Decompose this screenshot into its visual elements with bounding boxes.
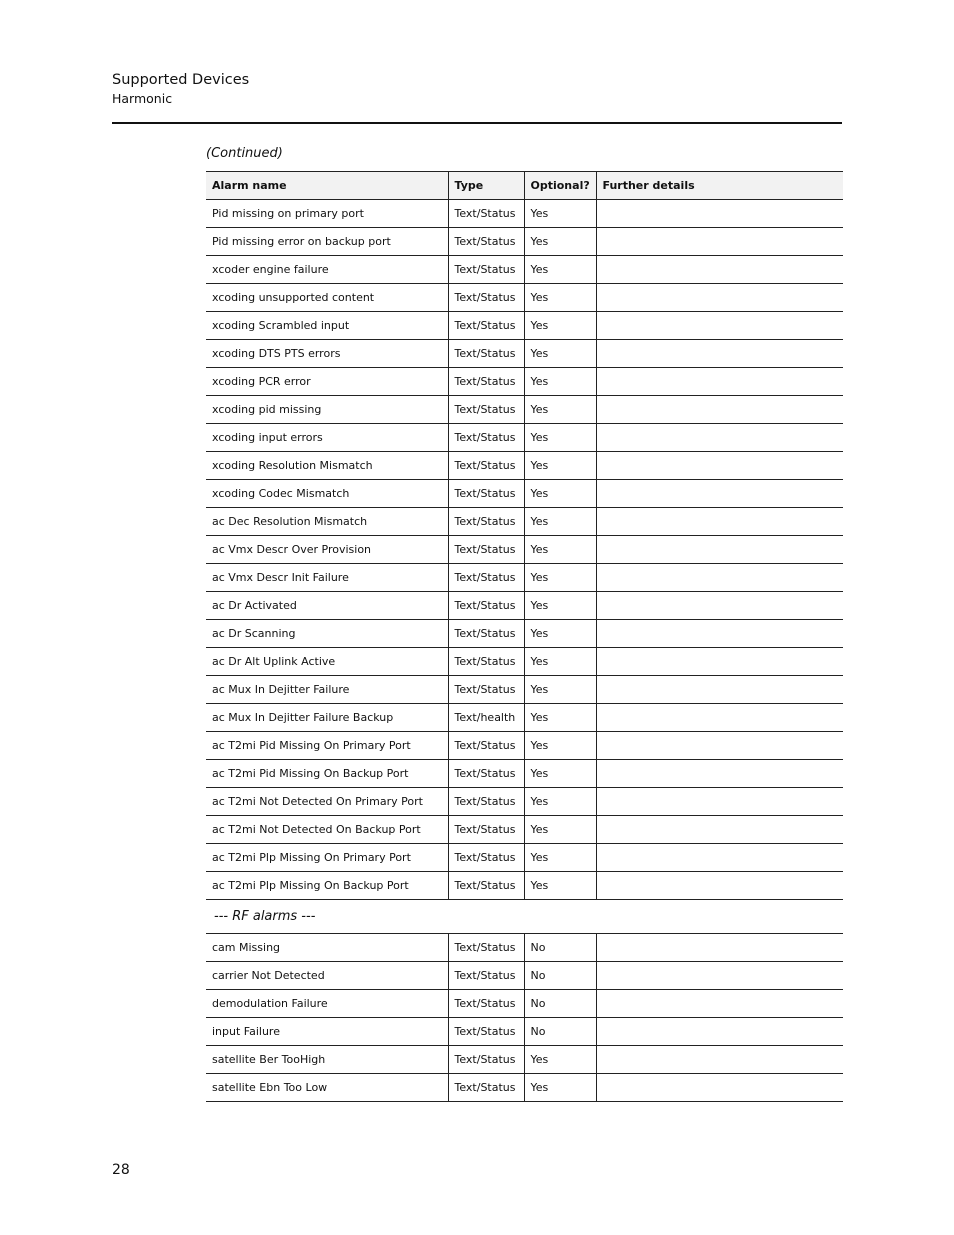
cell-further-details — [596, 312, 843, 340]
cell-type: Text/Status — [448, 592, 524, 620]
table-row — [206, 592, 843, 620]
cell-type: Text/Status — [448, 648, 524, 676]
cell-type: Text/Status — [448, 452, 524, 480]
cell-type: Text/Status — [448, 228, 524, 256]
cell-type: Text/Status — [448, 788, 524, 816]
cell-type: Text/Status — [448, 396, 524, 424]
table-row — [206, 990, 843, 1018]
table-row — [206, 340, 843, 368]
cell-optional: Yes — [524, 788, 596, 816]
table-row — [206, 788, 843, 816]
cell-alarm-name: ac T2mi Not Detected On Primary Port — [206, 788, 448, 816]
cell-alarm-name: xcoding unsupported content — [206, 284, 448, 312]
cell-further-details — [596, 760, 843, 788]
table-row — [206, 732, 843, 760]
cell-further-details — [596, 816, 843, 844]
table-row — [206, 312, 843, 340]
cell-further-details — [596, 620, 843, 648]
cell-optional: Yes — [524, 368, 596, 396]
cell-optional: Yes — [524, 704, 596, 732]
table-row — [206, 396, 843, 424]
section-row-rf-alarms — [206, 900, 843, 934]
cell-type: Text/Status — [448, 424, 524, 452]
cell-alarm-name: ac T2mi Pid Missing On Primary Port — [206, 732, 448, 760]
cell-type: Text/Status — [448, 564, 524, 592]
table-row — [206, 962, 843, 990]
cell-alarm-name: ac T2mi Plp Missing On Primary Port — [206, 844, 448, 872]
cell-alarm-name: ac T2mi Plp Missing On Backup Port — [206, 872, 448, 900]
cell-alarm-name: ac T2mi Not Detected On Backup Port — [206, 816, 448, 844]
cell-type: Text/Status — [448, 1046, 524, 1074]
cell-alarm-name: xcoding DTS PTS errors — [206, 340, 448, 368]
cell-further-details — [596, 704, 843, 732]
page-header — [112, 70, 249, 108]
cell-type: Text/Status — [448, 676, 524, 704]
table-row — [206, 424, 843, 452]
cell-further-details — [596, 256, 843, 284]
cell-optional: Yes — [524, 676, 596, 704]
cell-type: Text/Status — [448, 284, 524, 312]
table-row — [206, 934, 843, 962]
table-row — [206, 452, 843, 480]
cell-optional: Yes — [524, 620, 596, 648]
page-number: 28 — [112, 1162, 130, 1178]
cell-alarm-name: xcoding Scrambled input — [206, 312, 448, 340]
cell-alarm-name: ac Dr Activated — [206, 592, 448, 620]
cell-type: Text/Status — [448, 368, 524, 396]
cell-optional: No — [524, 990, 596, 1018]
cell-alarm-name: satellite Ber TooHigh — [206, 1046, 448, 1074]
cell-further-details — [596, 368, 843, 396]
cell-further-details — [596, 508, 843, 536]
section-label: --- RF alarms --- — [206, 900, 843, 934]
cell-alarm-name: xcoder engine failure — [206, 256, 448, 284]
cell-type: Text/Status — [448, 990, 524, 1018]
cell-type: Text/Status — [448, 508, 524, 536]
cell-further-details — [596, 200, 843, 228]
cell-alarm-name: satellite Ebn Too Low — [206, 1074, 448, 1102]
cell-further-details — [596, 1074, 843, 1102]
cell-further-details — [596, 962, 843, 990]
cell-type: Text/Status — [448, 934, 524, 962]
cell-alarm-name: ac Mux In Dejitter Failure Backup — [206, 704, 448, 732]
cell-alarm-name: xcoding Codec Mismatch — [206, 480, 448, 508]
cell-further-details — [596, 732, 843, 760]
cell-type: Text/Status — [448, 962, 524, 990]
cell-optional: Yes — [524, 1046, 596, 1074]
cell-alarm-name: ac Dr Scanning — [206, 620, 448, 648]
cell-optional: Yes — [524, 480, 596, 508]
cell-optional: Yes — [524, 284, 596, 312]
cell-optional: Yes — [524, 452, 596, 480]
cell-alarm-name: cam Missing — [206, 934, 448, 962]
cell-optional: Yes — [524, 844, 596, 872]
cell-further-details — [596, 564, 843, 592]
cell-type: Text/Status — [448, 872, 524, 900]
cell-type: Text/Status — [448, 760, 524, 788]
cell-optional: No — [524, 934, 596, 962]
cell-optional: No — [524, 962, 596, 990]
cell-type: Text/Status — [448, 312, 524, 340]
table-row — [206, 200, 843, 228]
table-row — [206, 536, 843, 564]
cell-type: Text/Status — [448, 1018, 524, 1046]
cell-optional: Yes — [524, 508, 596, 536]
cell-further-details — [596, 676, 843, 704]
header-rule — [112, 122, 842, 124]
cell-optional: Yes — [524, 1074, 596, 1102]
table-header-row — [206, 172, 843, 200]
cell-type: Text/Status — [448, 1074, 524, 1102]
cell-further-details — [596, 648, 843, 676]
cell-further-details — [596, 990, 843, 1018]
cell-alarm-name: ac T2mi Pid Missing On Backup Port — [206, 760, 448, 788]
cell-type: Text/Status — [448, 536, 524, 564]
cell-optional: Yes — [524, 424, 596, 452]
cell-optional: Yes — [524, 396, 596, 424]
cell-further-details — [596, 872, 843, 900]
cell-optional: Yes — [524, 228, 596, 256]
cell-alarm-name: ac Vmx Descr Over Provision — [206, 536, 448, 564]
cell-alarm-name: ac Dr Alt Uplink Active — [206, 648, 448, 676]
cell-further-details — [596, 452, 843, 480]
cell-further-details — [596, 592, 843, 620]
cell-type: Text/Status — [448, 340, 524, 368]
cell-alarm-name: ac Dec Resolution Mismatch — [206, 508, 448, 536]
cell-further-details — [596, 284, 843, 312]
cell-further-details — [596, 480, 843, 508]
cell-alarm-name: xcoding pid missing — [206, 396, 448, 424]
cell-optional: Yes — [524, 732, 596, 760]
table-row — [206, 844, 843, 872]
cell-further-details — [596, 1046, 843, 1074]
cell-further-details — [596, 788, 843, 816]
cell-alarm-name: input Failure — [206, 1018, 448, 1046]
cell-alarm-name: ac Vmx Descr Init Failure — [206, 564, 448, 592]
table-row — [206, 508, 843, 536]
column-header-optional: Optional? — [524, 172, 596, 200]
cell-type: Text/Status — [448, 844, 524, 872]
column-header-further-details: Further details — [596, 172, 843, 200]
cell-optional: Yes — [524, 536, 596, 564]
cell-type: Text/Status — [448, 480, 524, 508]
table-row — [206, 564, 843, 592]
cell-type: Text/Status — [448, 732, 524, 760]
table-row — [206, 480, 843, 508]
cell-alarm-name: Pid missing on primary port — [206, 200, 448, 228]
cell-optional: Yes — [524, 816, 596, 844]
table-row — [206, 872, 843, 900]
cell-alarm-name: xcoding PCR error — [206, 368, 448, 396]
cell-further-details — [596, 844, 843, 872]
column-header-type: Type — [448, 172, 524, 200]
cell-alarm-name: xcoding Resolution Mismatch — [206, 452, 448, 480]
table-row — [206, 284, 843, 312]
cell-further-details — [596, 396, 843, 424]
cell-alarm-name: demodulation Failure — [206, 990, 448, 1018]
table-row — [206, 760, 843, 788]
table-row — [206, 704, 843, 732]
cell-optional: Yes — [524, 648, 596, 676]
table-row — [206, 368, 843, 396]
cell-further-details — [596, 934, 843, 962]
table-row — [206, 648, 843, 676]
table-row — [206, 228, 843, 256]
cell-optional: Yes — [524, 760, 596, 788]
table-row — [206, 676, 843, 704]
cell-further-details — [596, 424, 843, 452]
column-header-alarm-name: Alarm name — [206, 172, 448, 200]
cell-optional: Yes — [524, 200, 596, 228]
table-row — [206, 1074, 843, 1102]
cell-alarm-name: xcoding input errors — [206, 424, 448, 452]
cell-optional: Yes — [524, 592, 596, 620]
cell-optional: No — [524, 1018, 596, 1046]
cell-further-details — [596, 1018, 843, 1046]
cell-type: Text/Status — [448, 620, 524, 648]
table-row — [206, 816, 843, 844]
cell-type: Text/Status — [448, 816, 524, 844]
cell-optional: Yes — [524, 256, 596, 284]
cell-type: Text/health — [448, 704, 524, 732]
cell-type: Text/Status — [448, 256, 524, 284]
cell-optional: Yes — [524, 340, 596, 368]
table-row — [206, 1018, 843, 1046]
cell-further-details — [596, 536, 843, 564]
cell-optional: Yes — [524, 312, 596, 340]
header-title: Supported Devices — [112, 72, 250, 88]
cell-further-details — [596, 228, 843, 256]
cell-type: Text/Status — [448, 200, 524, 228]
alarms-table — [206, 171, 843, 1102]
table-row — [206, 620, 843, 648]
table-row — [206, 1046, 843, 1074]
header-subtitle: Harmonic — [112, 91, 173, 106]
table-row — [206, 256, 843, 284]
continued-label: (Continued) — [206, 146, 283, 161]
cell-optional: Yes — [524, 872, 596, 900]
cell-alarm-name: Pid missing error on backup port — [206, 228, 448, 256]
cell-alarm-name: ac Mux In Dejitter Failure — [206, 676, 448, 704]
cell-further-details — [596, 340, 843, 368]
cell-optional: Yes — [524, 564, 596, 592]
cell-alarm-name: carrier Not Detected — [206, 962, 448, 990]
